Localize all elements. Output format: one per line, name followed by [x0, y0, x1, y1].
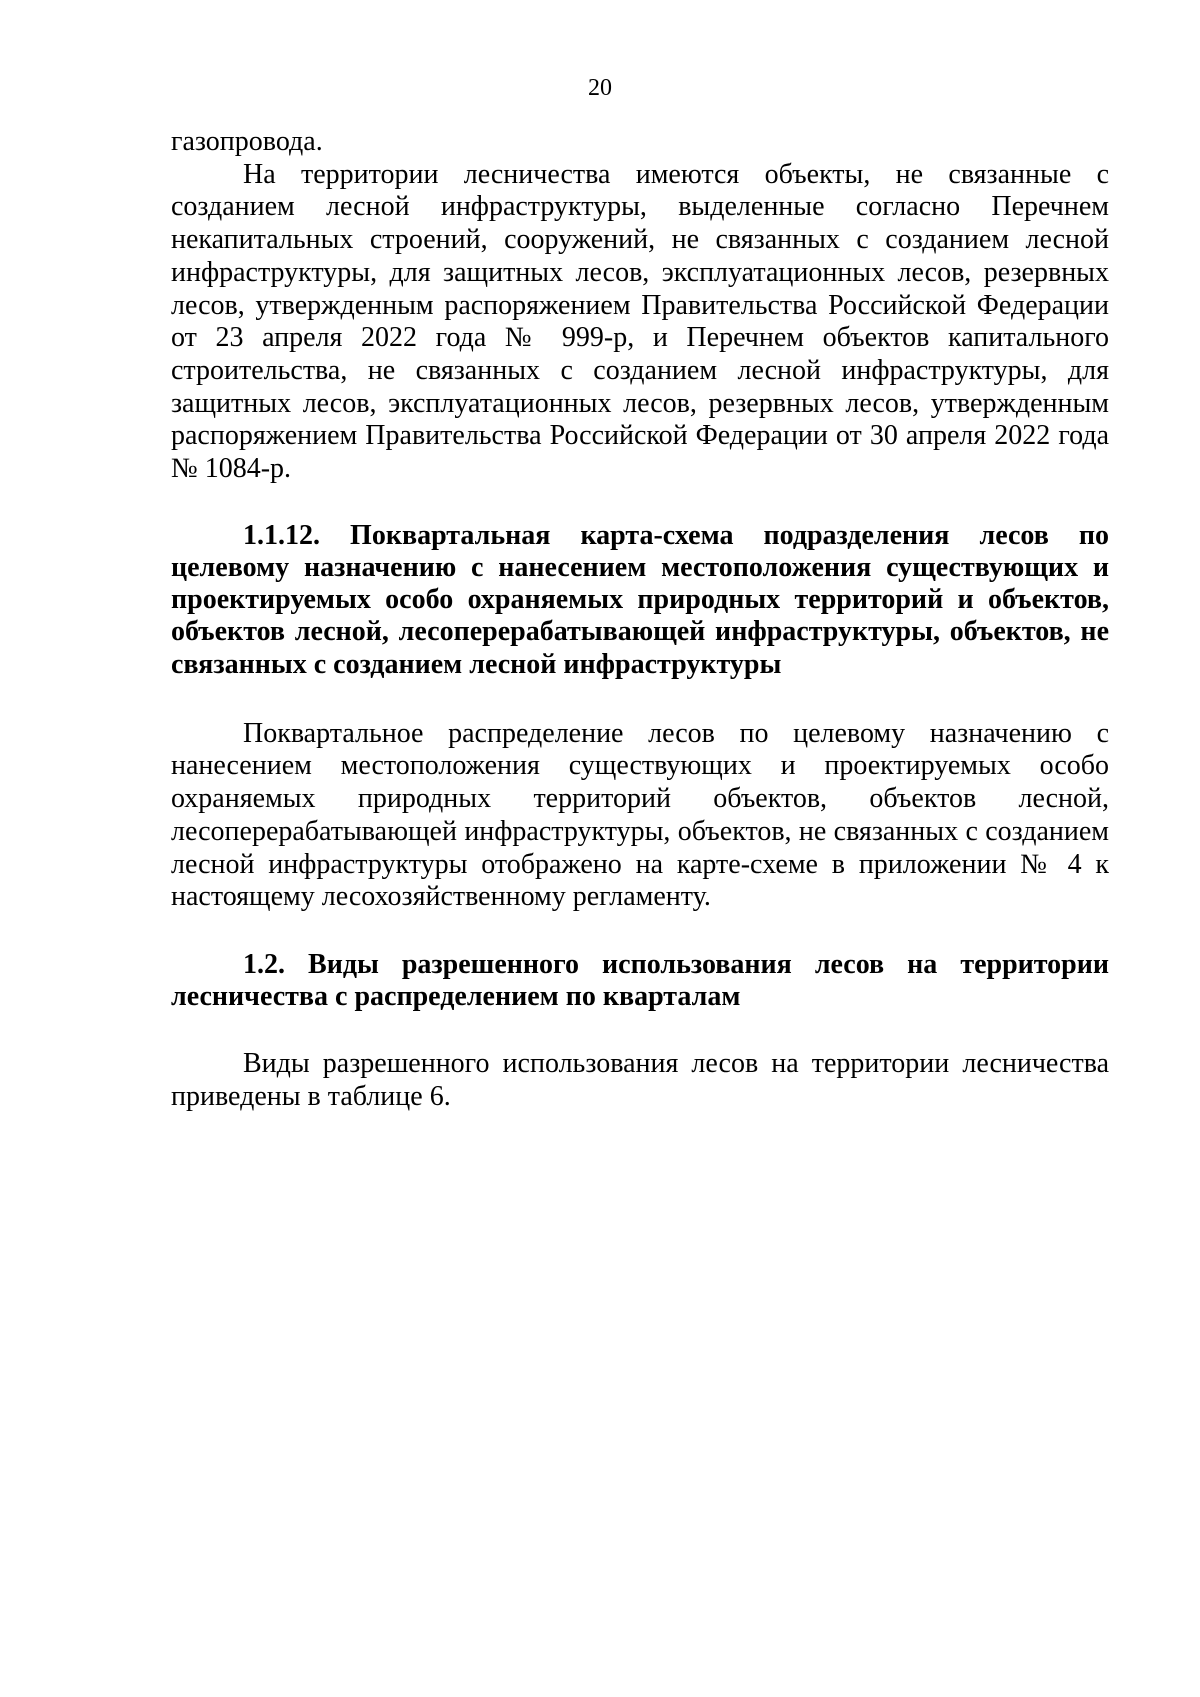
paragraph-permitted-uses: Виды разрешенного использования лесов на территории лесничества приведены в таблице 6. [171, 1048, 1109, 1113]
page-content [171, 126, 1109, 1114]
paragraph-continuation: газопровода. [171, 126, 323, 157]
section-heading-1-1-12: 1.1.12. Поквартальная карта-схема подразделения лесов по целевому назначению с нанесением местоположения существующих и проектируемых особо охраняемых природных территорий и объектов, объектов лесной, лесоперерабатывающей инфраструктуры, объектов, не связанных с созданием лесной инфраструктуры [171, 519, 1109, 680]
paragraph-map-distribution: Поквартальное распределение лесов по целевому назначению с нанесением местоположения существующих и проектируемых особо охраняемых природных территорий объектов, объектов лесной, лесоперерабатывающей инфраструктуры, объектов, не связанных с созданием лесной инфраструктуры отображено на карте-схеме в приложении № 4 к настоящему лесохозяйственному регламенту. [171, 717, 1109, 913]
section-heading-1-2: 1.2. Виды разрешенного использования лесов на территории лесничества с распределением по кварталам [171, 948, 1109, 1013]
page-number: 20 [588, 75, 612, 101]
paragraph-objects: На территории лесничества имеются объекты, не связанные с созданием лесной инфраструктуры, выделенные согласно Перечнем некапитальных строений, сооружений, не связанных с созданием лесной инфраструктуры, для защитных лесов, эксплуатационных лесов, резервных лесов, утвержденным распоряжением Правительства Российской Федерации от 23 апреля 2022 года № 999-р, и Перечнем объектов капитального строительства, не связанных с созданием лесной инфраструктуры, для защитных лесов, эксплуатационных лесов, резервных лесов, утвержденным распоряжением Правительства Российской Федерации от 30 апреля 2022 года № 1084-р. [171, 158, 1109, 485]
